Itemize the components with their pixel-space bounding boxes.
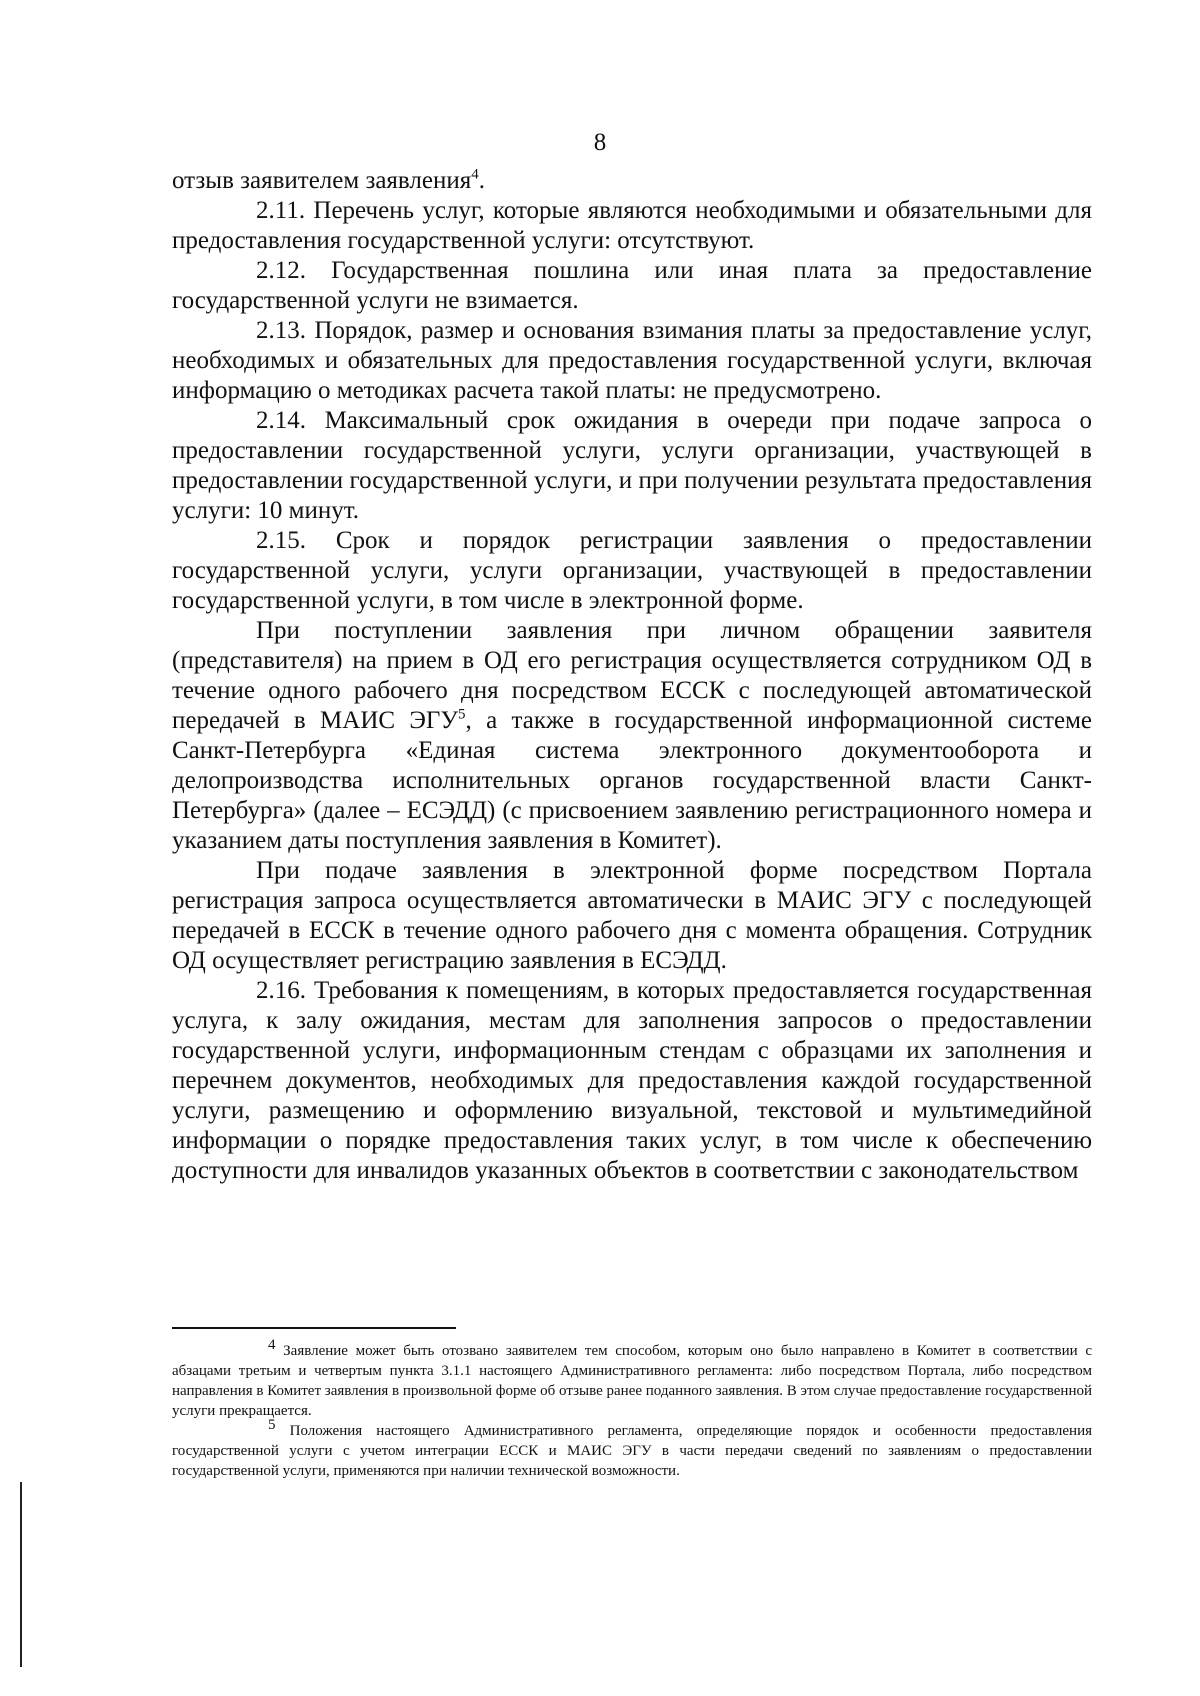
footnote-ref-5: 5 [458,706,466,723]
footnote-mark: 5 [268,1417,276,1433]
paragraph-2-12: 2.12. Государственная пошлина или иная плата за предоставление государственной услуги не взимается. [172,257,1092,314]
paragraph-2-11: 2.11. Перечень услуг, которые являются необходимыми и обязательными для предоставления государственной услуги: отсутствуют. [172,197,1092,254]
paragraph-electronic-registration: При подаче заявления в электронной форме посредством Портала регистрация запроса осуществляется автоматически в МАИС ЭГУ с последующей передачей в ЕССК в течение одного рабочего дня с момента обращения. Сотрудник ОД осуществляет регистрацию заявления в ЕСЭДД. [172,857,1092,974]
paragraph-text: , а также в государственной информационной системе Санкт-Петербурга «Единая система электронного документооборота и делопроизводства исполнительных органов государственной власти Санкт-Петербурга» (далее – ЕСЭДД) (с присвоением заявлению регистрационного номера и указанием даты поступления заявления в Комитет). [172,707,1092,854]
paragraph-text: При поступлении заявления при личном обращении заявителя (представителя) на прием в ОД его регистрация осуществляется сотрудником ОД в течение одного рабочего дня посредством ЕССК с последующей автоматической передачей в МАИС ЭГУ [172,617,1092,734]
paragraph-2-13: 2.13. Порядок, размер и основания взимания платы за предоставление услуг, необходимых и обязательных для предоставления государственной услуги, включая информацию о методиках расчета такой платы: не предусмотрено. [172,317,1092,404]
paragraph-2-14: 2.14. Максимальный срок ожидания в очереди при подаче запроса о предоставлении государственной услуги, услуги организации, участвующей в предоставлении государственной услуги, и при получении результата предоставления услуги: 10 минут. [172,407,1092,524]
paragraph-continuation [172,166,1092,196]
paragraph-2-16: 2.16. Требования к помещениям, в которых предоставляется государственная услуга, к залу ожидания, местам для заполнения запросов о предоставлении государственной услуги, информационным стендам с образцами их заполнения и перечнем документов, необходимых для предоставления каждой государственной услуги, размещению и оформлению визуальной, текстовой и мультимедийной информации о порядке предоставления таких услуг, в том числе к обеспечению доступности для инвалидов указанных объектов в соответствии с законодательством [172,977,1092,1184]
document-body [172,166,1092,1186]
period: . [478,167,485,194]
paragraph-2-15: 2.15. Срок и порядок регистрации заявления о предоставлении государственной услуги, услуги организации, участвующей в предоставлении государственной услуги, в том числе в электронной форме. [172,527,1092,614]
footnote-ref-4: 4 [471,166,479,183]
page-number: 8 [593,129,607,156]
footnote-separator [172,1327,456,1329]
footnotes [172,1337,1092,1481]
footnote-text: Заявление может быть отозвано заявителем тем способом, которым оно было направлено в Комитет в соответствии с абзацами третьим и четвертым пункта 3.1.1 настоящего Административного регламента: либо посредством Портала, либо посредством направления в Комитет заявления в произвольной форме об отзыве ранее поданного заявления. В этом случае предоставление государственной услуги прекращается. [172,1343,1092,1419]
scan-edge-line [20,1482,22,1667]
paragraph-personal-registration [172,616,1092,856]
footnote-5 [172,1417,1092,1481]
footnote-text: Положения настоящего Административного регламента, определяющие порядок и особенности предоставления государственной услуги с учетом интеграции ЕССК и МАИС ЭГУ в части передачи сведений по заявлениям о предоставлении государственной услуги, применяются при наличии технической возможности. [172,1423,1092,1479]
footnote-mark: 4 [268,1337,276,1353]
footnote-4 [172,1337,1092,1421]
paragraph-text: отзыв заявителем заявления [172,167,472,194]
